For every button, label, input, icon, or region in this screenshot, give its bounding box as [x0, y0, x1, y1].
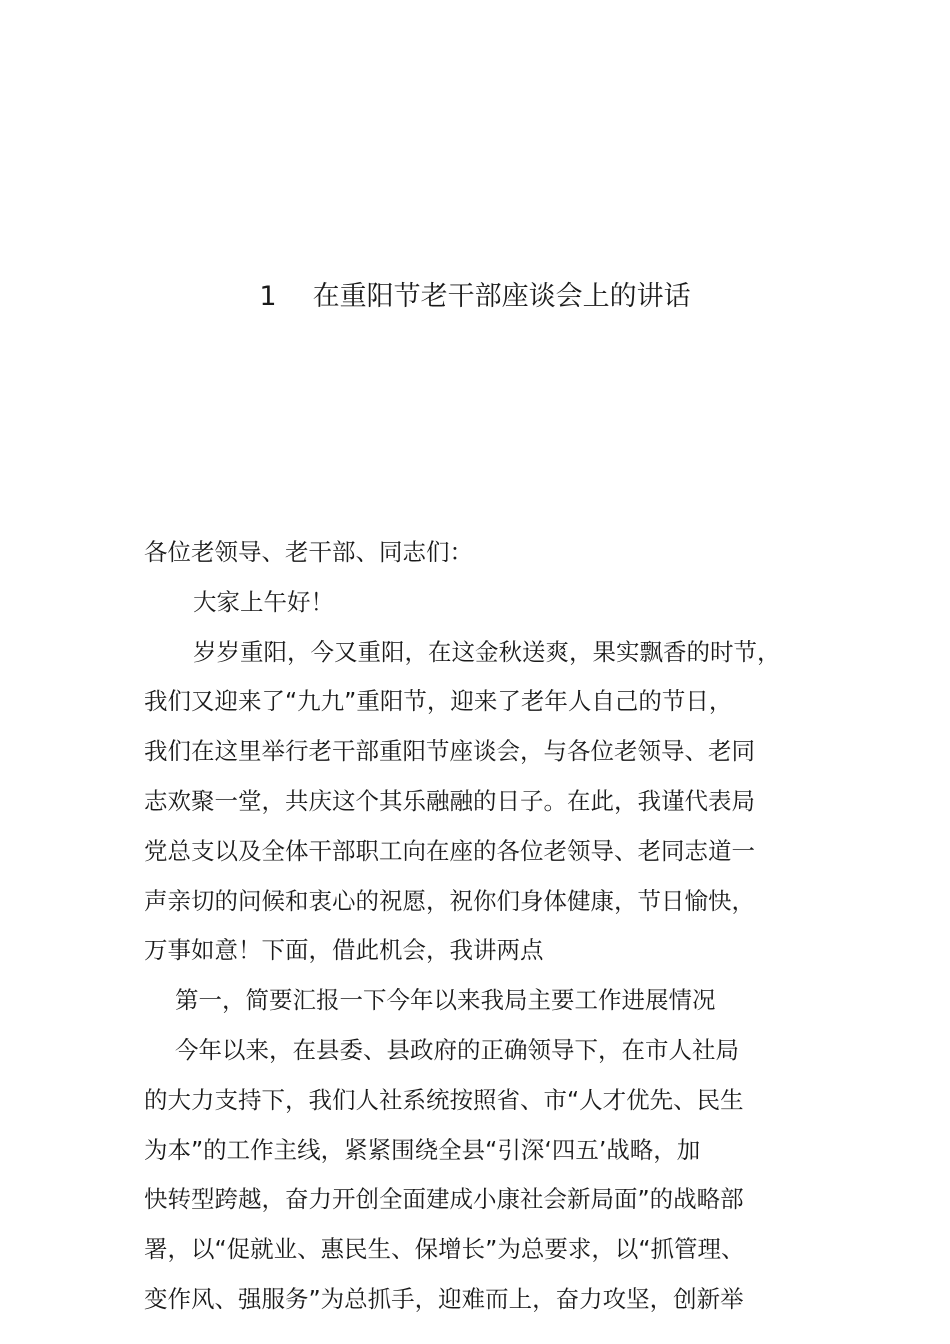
- paragraph-line: 岁岁重阳，今又重阳，在这金秋送爽，果实飘香的时节，: [193, 638, 781, 666]
- paragraph-line: 万事如意！下面，借此机会，我讲两点: [144, 936, 544, 964]
- greeting-line: 大家上午好！: [193, 588, 334, 616]
- title-text: 在重阳节老干部座谈会上的讲话: [312, 281, 691, 312]
- paragraph-line: 署，以“促就业、惠民生、保增长”为总要求，以“抓管理、: [144, 1235, 745, 1263]
- paragraph-line: 声亲切的问候和衷心的祝愿，祝你们身体健康，节日愉快，: [144, 887, 755, 915]
- paragraph-line: 快转型跨越，奋力开创全面建成小康社会新局面”的战略部: [144, 1185, 744, 1213]
- paragraph-line: 变作风、强服务”为总抓手，迎难而上，奋力攻坚，创新举: [144, 1285, 744, 1313]
- paragraph-line: 今年以来，在县委、县政府的正确领导下，在市人社局: [175, 1036, 739, 1064]
- section-heading: 第一，简要汇报一下今年以来我局主要工作进展情况: [175, 986, 716, 1014]
- paragraph-line: 我们在这里举行老干部重阳节座谈会，与各位老领导、老同: [144, 737, 755, 765]
- paragraph-line: 党总支以及全体干部职工向在座的各位老领导、老同志道一: [144, 837, 755, 865]
- paragraph-line: 的大力支持下，我们人社系统按照省、市“人才优先、民生: [144, 1086, 744, 1114]
- salutation-line: 各位老领导、老干部、同志们：: [144, 538, 473, 566]
- paragraph-line: 为本”的工作主线，紧紧围绕全县“引深‘四五’战略，加: [144, 1136, 701, 1164]
- paragraph-line: 志欢聚一堂，共庆这个其乐融融的日子。在此，我谨代表局: [144, 787, 755, 815]
- title-number: 1: [259, 281, 277, 312]
- paragraph-line: 我们又迎来了“九九”重阳节，迎来了老年人自己的节日，: [144, 687, 733, 715]
- document-title: [0, 280, 950, 314]
